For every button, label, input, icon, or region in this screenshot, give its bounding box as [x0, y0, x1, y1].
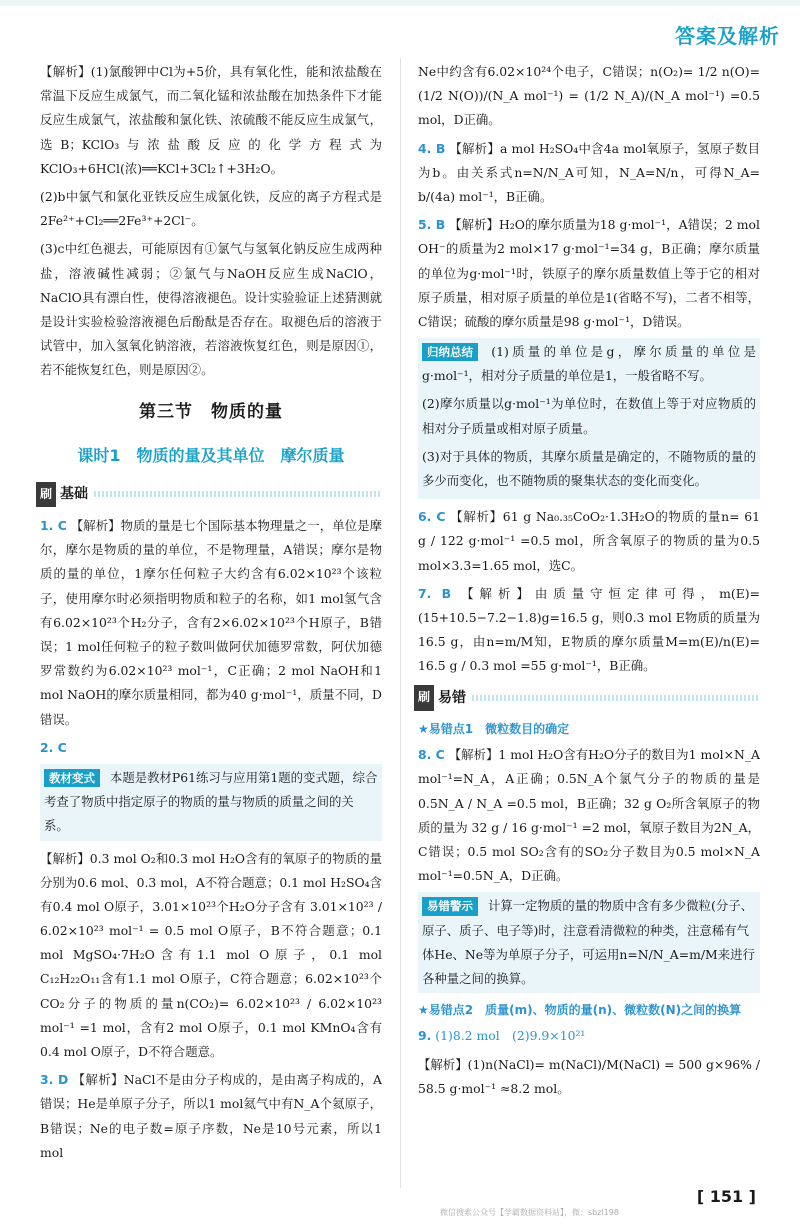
textbook-variant-note: 本题是教材P61练习与应用第1题的变式题，综合考查了物质中指定原子的物质的量与物质的质量之间的关系。	[44, 769, 378, 834]
question-7-text: 【解析】由质量守恒定律可得，m(E)=(15+10.5−7.2−1.8)g=16.5 g，则0.3 mol E物质的质量为16.5 g，由n=m/M知，E物质的摩尔质量M=m(E)/n(E)= 16.5 g / 0.3 mol =55 g·mol⁻¹，B正确。	[418, 585, 760, 674]
right-column	[418, 60, 760, 1105]
question-3-text: 【解析】NaCl不是由分子构成的，是由离子构成的，A错误；He是单原子分子，所以1 mol氦气中有N_A个氦原子，B错误；Ne的电子数=原子序数，Ne是10号元素，所以1 mol	[40, 1072, 382, 1160]
warning-badge: 易错警示	[422, 897, 478, 915]
error-point-2: ★易错点2 质量(m)、物质的量(n)、微粒数(N)之间的换算	[418, 1003, 742, 1018]
analysis-paragraph-1: 【解析】(1)氯酸钾中Cl为+5价，具有氧化性，能和浓盐酸在常温下反应生成氯气，而二氧化锰和浓盐酸在加热条件下才能反应生成氯气，浓盐酸和氯化铁、浓硫酸不能反应生成氯气，选B；KClO₃与浓盐酸反应的化学方程式为KClO₃+6HCl(浓)══KCl+3Cl₂↑+3H₂O。	[40, 64, 382, 176]
question-4	[418, 137, 760, 210]
question-2-number	[40, 736, 382, 760]
warning-box	[418, 892, 760, 993]
question-number: 4. B	[418, 140, 446, 156]
question-6-text: 【解析】61 g Na₀.₃₅CoO₂·1.3H₂O的物质的量n= 61 g / 122 g·mol⁻¹ =0.5 mol，所含氧原子的物质的量为0.5 mol×3.3=1.65 mol，选C。	[418, 509, 760, 573]
question-5-text: 【解析】H₂O的摩尔质量为18 g·mol⁻¹，A错误；2 mol OH⁻的质量为2 mol×17 g·mol⁻¹=34 g，B正确；摩尔质量的单位为g·mol⁻¹时，铁原子的摩尔质量数值上等于它的相对原子质量，相对原子质量的单位是1(省略不写)，二者不相等，C错误；硫酸的摩尔质量是98 g·mol⁻¹，D错误。	[418, 217, 760, 329]
question-number: 9.	[418, 1028, 432, 1044]
question-4-text: 【解析】a mol H₂SO₄中含4a mol氧原子，氢原子数目为b。由关系式n=N/N_A可知，N_A=N/n，可得N_A= b/(4a) mol⁻¹，B正确。	[418, 140, 760, 204]
error-prone-label: 易错	[438, 689, 467, 706]
dotted-rule	[94, 491, 382, 497]
page-number: [ 151 ]	[696, 1187, 756, 1206]
summary-item-3: (3)对于具体的物质，其摩尔质量是确定的，不随物质的量的多少而变化，也不随物质的聚集状态的变化而变化。	[422, 448, 756, 488]
question-9	[418, 1024, 760, 1048]
question-number: 8. C	[418, 747, 445, 763]
question-number: 1. C	[40, 518, 67, 534]
question-number: 2. C	[40, 739, 67, 755]
question-9-text: 【解析】(1)n(NaCl)= m(NaCl)/M(NaCl) = 500 g×96% / 58.5 g·mol⁻¹ ≈8.2 mol。	[418, 1056, 760, 1096]
basic-label: 基础	[60, 485, 89, 502]
page-number-value: 151	[709, 1187, 744, 1206]
question-1-text: 【解析】物质的量是七个国际基本物理量之一，单位是摩尔，摩尔是物质的量的单位，不是物理量，A错误；摩尔是物质的量的单位，1摩尔任何粒子大约含有6.02×10²³个该粒子，使用摩尔时必须指明物质和粒子的名称，如1 mol氢气含有6.02×10²³个H₂分子，含有2×6.02×10²³个H原子，B错误；1 mol任何粒子的粒子数叫做阿伏加德罗常数，阿伏加德罗常数约为6.02×10²³ mol⁻¹，C正确；2 mol NaOH和1 mol NaOH的摩尔质量相同，都为40 g·mol⁻¹，质量不同，D错误。	[40, 518, 382, 727]
question-8	[418, 743, 760, 888]
header-bar	[0, 0, 800, 6]
question-6	[418, 505, 760, 578]
question-2-text: 【解析】0.3 mol O₂和0.3 mol H₂O含有的氧原子的物质的量分别为0.6 mol、0.3 mol，A不符合题意；0.1 mol H₂SO₄含有0.4 mol O原子，3.01×10²³个H₂O分子含有 3.01×10²³ / 6.02×10²³ mol⁻¹ = 0.5 mol O原子，B不符合题意；0.1 mol MgSO₄·7H₂O含有1.1 mol O原子，0.1 mol C₁₂H₂₂O₁₁含有1.1 mol O原子，C符合题意；6.02×10²³个CO₂分子的物质的量n(CO₂)= 6.02×10²³ / 6.02×10²³ mol⁻¹ =1 mol，含有2 mol O原子，0.1 mol KMnO₄含有0.4 mol O原子，D不符合题意。	[40, 850, 382, 1059]
question-number: 6. C	[418, 509, 446, 525]
question-3-continued: Ne中约含有6.02×10²⁴个电子，C错误；n(O₂)= 1/2 n(O)= (1/2 N(O))/(N_A mol⁻¹) = (1/2 N_A)/(N_A mol⁻¹) =0.5 mol，D正确。	[418, 64, 760, 128]
question-number: 7. B	[418, 585, 452, 601]
analysis-paragraph-3: (3)c中红色褪去，可能原因有①氯气与氢氧化钠反应生成两种盐，溶液碱性减弱；②氯气与NaOH反应生成NaClO，NaClO具有漂白性，使得溶液褪色。设计实验验证上述猜测就是设计实验检验溶液褪色后酚酞是否存在。取褪色后的溶液于试管中，加入氢氧化钠溶液，若溶液恢复红色，则是原因①，若不能恢复红色，则是原因②。	[40, 241, 382, 378]
question-number: 5. B	[418, 217, 446, 233]
textbook-variant-box	[40, 764, 382, 841]
analysis-paragraph-2: (2)b中氯气和氯化亚铁反应生成氯化铁，反应的离子方程式是2Fe²⁺+Cl₂══2Fe³⁺+2Cl⁻。	[40, 188, 382, 229]
dotted-rule	[472, 695, 760, 701]
column-divider	[400, 58, 401, 1188]
question-9-answer: (1)8.2 mol (2)9.9×10²¹	[435, 1028, 586, 1044]
left-column	[40, 60, 382, 1169]
section-title: 第三节 物质的量	[139, 402, 283, 423]
question-1	[40, 514, 382, 732]
warning-text: 计算一定物质的量的物质中含有多少微粒(分子、原子、质子、电子等)时，注意看清微粒的种类，注意稀有气体He、Ne等为单原子分子，可运用n=N/N_A=m/M来进行各种量之间的换算。	[422, 898, 755, 986]
header-title: 答案及解析	[675, 24, 780, 48]
question-5	[418, 213, 760, 334]
summary-badge: 归纳总结	[422, 343, 478, 361]
summary-item-1	[422, 340, 756, 388]
textbook-variant-badge: 教材变式	[44, 769, 100, 787]
brush-tag: 刷	[36, 482, 56, 507]
question-number: 3. D	[40, 1072, 69, 1088]
question-7	[418, 582, 760, 679]
summary-item-2: (2)摩尔质量以g·mol⁻¹为单位时，在数值上等于对应物质的相对分子质量或相对原子质量。	[422, 396, 756, 436]
summary-box	[418, 338, 760, 499]
brush-tag: 刷	[414, 685, 434, 710]
basic-section-header	[36, 481, 382, 508]
error-prone-section-header	[414, 685, 760, 712]
summary-text-1: (1)质量的单位是g，摩尔质量的单位是g·mol⁻¹，相对分子质量的单位是1，一般省略不写。	[422, 344, 756, 384]
lesson-title: 课时1 物质的量及其单位 摩尔质量	[77, 445, 345, 465]
question-8-text: 【解析】1 mol H₂O含有H₂O分子的数目为1 mol×N_A mol⁻¹=N_A，A正确；0.5N_A个氯气分子的物质的量是 0.5N_A / N_A =0.5 mol，B正确；32 g O₂所含氧原子的物质的量为 32 g / 16 g·mol⁻¹ =2 mol，氧原子数目为2N_A，C错误；0.5 mol SO₂含有的SO₂分子数目为0.5 mol×N_A mol⁻¹=0.5N_A，D正确。	[418, 747, 760, 884]
error-point-1: ★易错点1 微粒数目的确定	[418, 721, 570, 736]
question-3	[40, 1068, 382, 1165]
footer-note: 微信搜索公众号【学霸数据资料站】，微：sbzl198	[440, 1208, 619, 1217]
